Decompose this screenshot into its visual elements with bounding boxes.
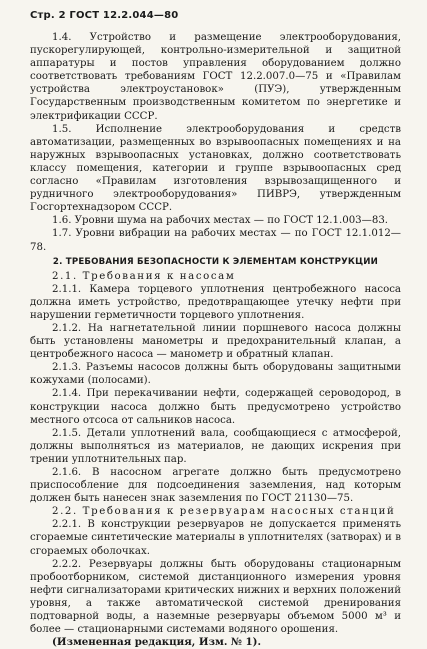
paragraph-2-1-5: 2.1.5. Детали уплотнений вала, сообщающиеся с атмосферой, должны выполняться из материалов, не дающих искрения при трении уплотнительных пар.	[30, 427, 401, 465]
paragraph-2-1-2: 2.1.2. На нагнетательной линии поршневого насоса должны быть установлены манометры и предохранительный клапан, а центробежного насоса — манометр и обратный клапан.	[30, 322, 401, 361]
subsection-2-2-heading: 2.2. Требования к резервуарам насосных станций	[52, 506, 396, 518]
paragraph-1-6: 1.6. Уровни шума на рабочих местах — по ГОСТ 12.1.003—83.	[52, 215, 389, 227]
paragraph-1-7: 1.7. Уровни вибрации на рабочих местах — по ГОСТ 12.1.012—78.	[30, 228, 401, 253]
section-2-heading: 2. ТРЕБОВАНИЯ БЕЗОПАСНОСТИ К ЭЛЕМЕНТАМ КОНСТРУКЦИИ	[52, 256, 379, 267]
paragraph-1-4: 1.4. Устройство и размещение электрооборудования, пускорегулирующей, контрольно-измерительной и защитной аппаратуры и постов управления оборудованием должно соответствовать требованиям ГОСТ 12.2.007.0—75 и «Правилам устройства электроустановок» (ПУЭ), утвержденным Государственным производственным комитетом по энергетике и электрификации СССР.	[30, 32, 401, 122]
paragraph-2-1-3: 2.1.3. Разъемы насосов должны быть оборудованы защитными кожухами (полосами).	[30, 362, 401, 387]
subsection-2-1-heading: 2.1. Требования к насосам	[52, 270, 236, 282]
amendment-note: (Измененная редакция, Изм. № 1).	[52, 636, 262, 649]
paragraph-1-5: 1.5. Исполнение электрооборудования и средств автоматизации, размещенных во взрывоопасных помещениях и на наружных взрывоопасных установках, должно соответствовать классу помещения, категории и группе взрывоопасных сред согласно «Правилам изготовления взрывозащищенного и рудничного электрооборудования» ПИВРЭ, утвержденным Госгортехнадзором СССР.	[30, 123, 401, 214]
paragraph-2-1-1: 2.1.1. Камера торцевого уплотнения центробежного насоса должна иметь устройство, предотвращающее утечку нефти при нарушении герметичности торцевого уплотнения.	[30, 283, 401, 321]
page-header: Стр. 2 ГОСТ 12.2.044—80	[30, 10, 179, 21]
paragraph-2-1-6: 2.1.6. В насосном агрегате должно быть предусмотрено приспособление для подсоединения заземления, над которым должен быть нанесен знак заземления по ГОСТ 21130—75.	[30, 467, 401, 505]
paragraph-2-2-2: 2.2.2. Резервуары должны быть оборудованы стационарным пробоотборником, системой дистанционного измерения уровня нефти сигнализаторами критических нижних и верхних положений уровня, а также автоматической системой дренирования подтоварной воды, а наземные резервуары объемом 5000 м³ и более — стационарными системами водяного орошения.	[30, 558, 401, 636]
paragraph-2-1-4: 2.1.4. При перекачивании нефти, содержащей сероводород, в конструкции насоса должно быть предусмотрено устройство местного отсоса от сальников насоса.	[30, 388, 401, 426]
paragraph-2-2-1: 2.2.1. В конструкции резервуаров не допускается применять сгораемые синтетические материалы в уплотнителях (затворах) и в сгораемых оболочках.	[30, 519, 401, 557]
